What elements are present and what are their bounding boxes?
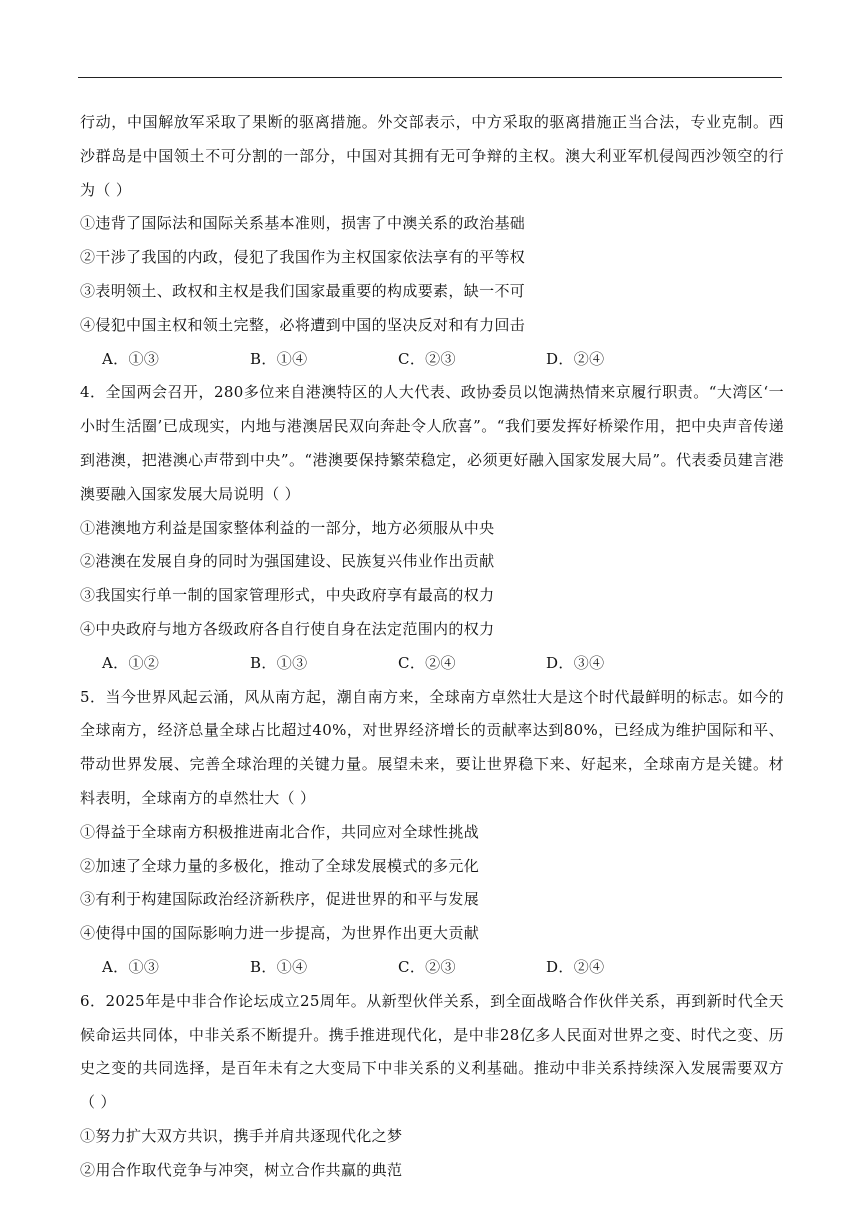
header-divider [78,77,782,78]
q4-option-3: ③我国实行单一制的国家管理形式，中央政府享有最高的权力 [80,586,495,605]
q3-option-2: ②干涉了我国的内政，侵犯了我国作为主权国家依法享有的平等权 [80,248,526,267]
q5-choice-a[interactable]: A．①③ [102,957,160,976]
q3-choice-d[interactable]: D．②④ [546,349,605,368]
q3-option-3: ③表明领土、政权和主权是我们国家最重要的构成要素，缺一不可 [80,281,526,300]
q4-choice-d[interactable]: D．③④ [546,653,605,672]
q5-choice-d[interactable]: D．②④ [546,957,605,976]
q3-answer-choices [80,343,784,377]
q3-stem-continued: 行动，中国解放军采取了果断的驱离措施。外交部表示，中方采取的驱离措施正当合法，专业克制。西沙群岛是中国领土不可分割的一部分，中国对其拥有无可争辩的主权。澳大利亚军机侵闯西沙领空的行为（ ） [80,113,784,199]
q6-option-1: ①努力扩大双方共识，携手并肩共逐现代化之梦 [80,1126,403,1145]
q5-choice-b[interactable]: B．①④ [250,957,308,976]
q3-option-4: ④侵犯中国主权和领土完整，必将遭到中国的坚决反对和有力回击 [80,315,526,334]
q6-option-2: ②用合作取代竞争与冲突，树立合作共赢的典范 [80,1160,403,1179]
questions-content [80,106,784,1188]
q6-stem: 6．2025年是中非合作论坛成立25周年。从新型伙伴关系，到全面战略合作伙伴关系，再到新时代全天候命运共同体，中非关系不断提升。携手推进现代化，是中非28亿多人民面对世界之变、时代之变、历史之变的共同选择，是百年未有之大变局下中非关系的义利基础。推动中非关系持续深入发展需要双方（ ） [80,991,784,1112]
q4-stem: 4．全国两会召开，280多位来自港澳特区的人大代表、政协委员以饱满热情来京履行职责。“大湾区‘一小时生活圈’已成现实，内地与港澳居民双向奔赴令人欣喜”。“我们要发挥好桥梁作用，把中央声音传递到港澳，把港澳心声带到中央”。“港澳要保持繁荣稳定，必须更好融入国家发展大局”。代表委员建言港澳要融入国家发展大局说明（ ） [80,383,784,503]
q5-answer-choices [80,951,784,985]
q4-option-1: ①港澳地方利益是国家整体利益的一部分，地方必须服从中央 [80,518,495,537]
q4-choice-a[interactable]: A．①② [102,653,160,672]
q3-option-1: ①违背了国际法和国际关系基本准则，损害了中澳关系的政治基础 [80,214,526,233]
q4-option-4: ④中央政府与地方各级政府各自行使自身在法定范围内的权力 [80,619,495,638]
q5-option-2: ②加速了全球力量的多极化，推动了全球发展模式的多元化 [80,856,480,875]
q4-answer-choices [80,647,784,681]
q5-option-3: ③有利于构建国际政治经济新秩序，促进世界的和平与发展 [80,890,480,909]
q5-choice-c[interactable]: C．②③ [398,957,456,976]
q4-choice-b[interactable]: B．①③ [250,653,308,672]
q3-choice-b[interactable]: B．①④ [250,349,308,368]
q5-option-1: ①得益于全球南方积极推进南北合作，共同应对全球性挑战 [80,822,480,841]
q3-choice-c[interactable]: C．②③ [398,349,456,368]
q5-option-4: ④使得中国的国际影响力进一步提高，为世界作出更大贡献 [80,924,480,943]
q4-option-2: ②港澳在发展自身的同时为强国建设、民族复兴伟业作出贡献 [80,552,495,571]
q4-choice-c[interactable]: C．②④ [398,653,456,672]
q3-choice-a[interactable]: A．①③ [102,349,160,368]
q5-stem: 5．当今世界风起云涌，风从南方起，潮自南方来，全球南方卓然壮大是这个时代最鲜明的标志。如今的全球南方，经济总量全球占比超过40%，对世界经济增长的贡献率达到80%，已经成为维护国际和平、带动世界发展、完善全球治理的关键力量。展望未来，要让世界稳下来、好起来，全球南方是关键。材料表明，全球南方的卓然壮大（ ） [80,687,784,807]
